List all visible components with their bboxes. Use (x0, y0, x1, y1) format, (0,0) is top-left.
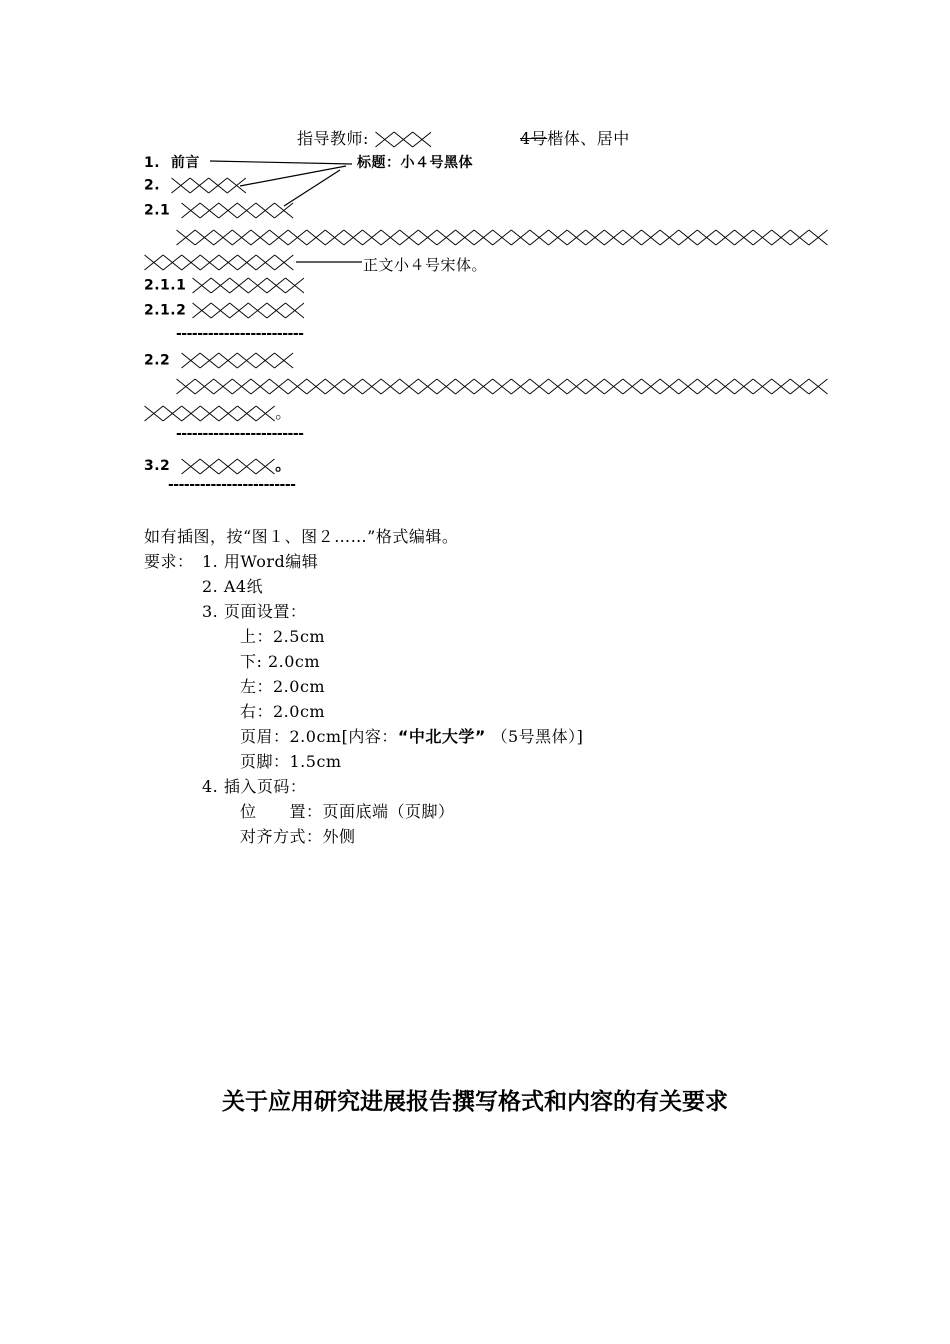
placeholder-mark (307, 379, 326, 394)
placeholder-mark (474, 379, 493, 394)
placeholder-marks (181, 352, 294, 369)
placeholder-mark (238, 406, 257, 421)
page-number-align: 对齐方式：外侧 (240, 827, 356, 846)
placeholder-mark (275, 353, 294, 368)
placeholder-mark (530, 379, 549, 394)
placeholder-mark (363, 379, 382, 394)
heading-3-2-number: 3.2 (144, 458, 171, 474)
leader-line-h21 (284, 170, 340, 206)
heading-2-2-placeholder (181, 352, 294, 369)
header-margin-post: （5号黑体）] (491, 727, 584, 746)
heading-3-2-end: 。 (275, 455, 292, 474)
placeholder-mark (256, 353, 275, 368)
page-number-position: 位 置：页面底端（页脚） (240, 802, 455, 821)
dash-line-3: ------------------------ (168, 477, 296, 493)
placeholder-mark (288, 379, 307, 394)
placeholder-mark (493, 379, 512, 394)
margin-right: 右：2.0cm (240, 702, 326, 721)
placeholder-mark (163, 406, 182, 421)
placeholder-mark (344, 379, 363, 394)
placeholder-mark (790, 379, 809, 394)
placeholder-mark (567, 379, 586, 394)
placeholder-mark (219, 353, 238, 368)
placeholder-mark (418, 379, 437, 394)
annotation-rest: 楷体、居中 (547, 129, 630, 148)
placeholder-mark (182, 459, 201, 474)
heading-2-1-2-number: 2.1.2 (144, 302, 187, 319)
placeholder-mark (219, 406, 238, 421)
placeholder-mark (511, 379, 530, 394)
req-label: 要求： (144, 552, 194, 571)
dash-line-1: ------------------------ (176, 326, 304, 342)
placeholder-mark (145, 406, 164, 421)
body2-line-1 (176, 376, 828, 395)
body-note: 正文小４号宋体。 (363, 256, 488, 274)
req-4: 4. 插入页码： (202, 777, 307, 796)
margin-top: 上：2.5cm (240, 627, 326, 646)
footer-margin: 页脚：1.5cm (240, 752, 342, 771)
header-margin-pre: 页眉：2.0cm[内容： (240, 727, 398, 746)
placeholder-mark (604, 379, 623, 394)
req-2: 2. A4纸 (202, 577, 264, 596)
placeholder-mark (256, 406, 275, 421)
document-title: 关于应用研究进展报告撰写格式和内容的有关要求 (222, 1089, 728, 1115)
heading-2-1-1-number: 2.1.1 (144, 277, 187, 294)
placeholder-mark (182, 406, 201, 421)
heading-2-2 (144, 352, 294, 369)
placeholder-mark (195, 379, 214, 394)
placeholder-mark (237, 353, 256, 368)
placeholder-mark (270, 379, 289, 394)
placeholder-mark (325, 379, 344, 394)
placeholder-mark (697, 379, 716, 394)
heading-note: 标题：小４号黑体 (357, 155, 473, 171)
placeholder-mark (623, 379, 642, 394)
heading-2-1-number: 2.1 (144, 202, 171, 219)
annotation-strike: 4号 (520, 129, 548, 148)
placeholder-mark (285, 303, 304, 318)
placeholder-mark (229, 303, 248, 318)
heading-1-text: 前言 (170, 155, 200, 171)
placeholder-mark (549, 379, 568, 394)
placeholder-mark (256, 459, 275, 474)
placeholder-mark (660, 379, 679, 394)
placeholder-marks (181, 458, 275, 475)
placeholder-mark (251, 379, 270, 394)
placeholder-mark (586, 379, 605, 394)
heading-3-2 (144, 452, 292, 475)
header-content: “中北大学” (397, 727, 486, 746)
placeholder-mark (437, 379, 456, 394)
heading-2-1-2-placeholder (192, 302, 305, 319)
placeholder-mark (753, 379, 772, 394)
placeholder-mark (809, 379, 828, 394)
advisor-label: 指导教师: (297, 129, 369, 148)
margin-bottom: 下: 2.0cm (240, 652, 321, 671)
placeholder-mark (219, 459, 238, 474)
dash-line-2: ------------------------ (176, 426, 304, 442)
placeholder-mark (267, 303, 286, 318)
placeholder-marks (144, 405, 275, 422)
placeholder-mark (177, 379, 196, 394)
body2-line-2 (144, 400, 292, 423)
placeholder-mark (200, 459, 219, 474)
margin-left: 左：2.0cm (240, 677, 326, 696)
placeholder-mark (716, 379, 735, 394)
placeholder-marks (176, 378, 828, 395)
req-3: 3. 页面设置： (202, 602, 307, 621)
placeholder-mark (237, 459, 256, 474)
header-margin (240, 724, 583, 747)
placeholder-mark (200, 406, 219, 421)
heading-2-number: 2. (144, 177, 161, 194)
placeholder-mark (214, 379, 233, 394)
placeholder-mark (400, 379, 419, 394)
heading-2-2-number: 2.2 (144, 352, 171, 369)
placeholder-mark (456, 379, 475, 394)
placeholder-marks (192, 302, 305, 319)
placeholder-mark (232, 379, 251, 394)
placeholder-mark (200, 353, 219, 368)
figure-note: 如有插图，按“图１、图２……”格式编辑。 (144, 527, 459, 546)
placeholder-mark (248, 303, 267, 318)
heading-3-2-placeholder (181, 458, 275, 475)
body2-line-1-placeholder (176, 378, 828, 395)
placeholder-mark (642, 379, 661, 394)
placeholder-mark (192, 303, 211, 318)
placeholder-mark (182, 353, 201, 368)
body2-line-2-placeholder (144, 405, 275, 422)
heading-1-number: 1. (144, 155, 161, 171)
req-1: 1. 用Word编辑 (202, 552, 319, 571)
placeholder-mark (679, 379, 698, 394)
leader-line-h1 (210, 161, 352, 164)
body2-end: 。 (275, 403, 292, 422)
annotation-leader-lines (0, 0, 950, 300)
placeholder-mark (735, 379, 754, 394)
heading-2-1-2 (144, 302, 304, 319)
placeholder-mark (211, 303, 230, 318)
placeholder-mark (381, 379, 400, 394)
placeholder-mark (772, 379, 791, 394)
